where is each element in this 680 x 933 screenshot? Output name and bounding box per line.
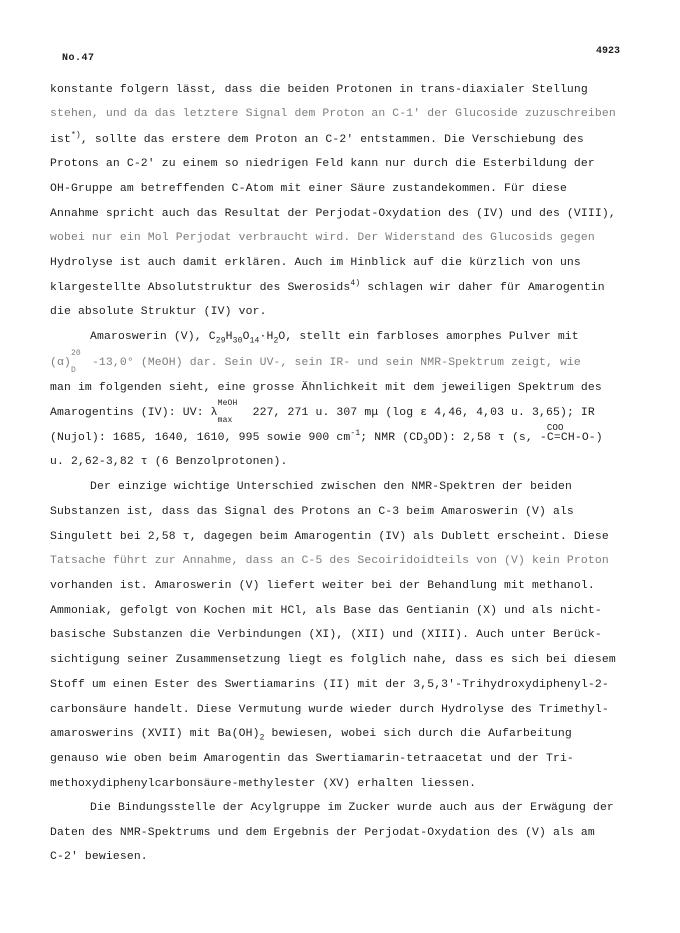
text-line: Substanzen ist, dass das Signal des Protons an C-3 beim Amaroswerin (V) als [50, 506, 574, 518]
lambda-subscript: MeOH max [217, 399, 238, 425]
text-line: amaroswerins (XVII) mit $Ba(OH)_2$ bewiesen, wobei sich durch die Aufarbeitung [50, 728, 572, 743]
text-line: vorhanden ist. Amaroswerin (V) liefert weiter bei der Behandlung mit methanol. [50, 580, 595, 592]
text-line: Daten des NMR-Spektrums und dem Ergebnis der Perjodat-Oxydation des (V) als am [50, 827, 595, 839]
text-line: carbonsäure handelt. Diese Vermutung wurde wieder durch Hydrolyse des Trimethyl- [50, 704, 609, 716]
text-line: methoxydiphenylcarbonsäure-methylester (XV) erhalten liessen. [50, 778, 477, 790]
text-line: Protons an C-2' zu einem so niedrigen Feld kann nur durch die Esterbildung der [50, 158, 595, 170]
text-line: Tatsache führt zur Annahme, dass an C-5 des Secoiridoidteils von (V) kein Proton [50, 555, 609, 567]
text-line: die absolute Struktur (IV) vor. [50, 306, 267, 318]
text-line: klargestellte Absolutstruktur des Swerosids$^{4)}$ schlagen wir daher für Amarogentin [50, 279, 605, 294]
text-line: Ammoniak, gefolgt von Kochen mit HCl, als Base das Gentianin (X) und als nicht- [50, 605, 602, 617]
footnote-marker: *) [70, 131, 81, 141]
text-line: basische Substanzen die Verbindungen (XI), (XII) und (XIII). Auch unter Berück- [50, 629, 602, 641]
rotation-superscript: 20 D [70, 349, 81, 375]
text-line: Stoff um einen Ester des Swertiamarins (II) mit der 3,5,3'-Trihydroxydiphenyl-2- [50, 679, 609, 691]
text-line: Annahme spricht auch das Resultat der Perjodat-Oxydation des (IV) und des (VIII), [50, 208, 616, 220]
text-line: (α) 20 D -13,0° (MeOH) dar. Sein UV-, sein IR- und sein NMR-Spektrum zeigt, wie [50, 349, 581, 375]
text-line: Singulett bei 2,58 τ, dagegen beim Amarogentin (IV) als Dublett erscheint. Diese [50, 531, 609, 543]
text-line: konstante folgern lässt, dass die beiden Protonen in trans-diaxialer Stellung [50, 84, 588, 96]
journal-number: No.47 [62, 53, 95, 64]
coo-label: COO C=CH-O-) [546, 423, 603, 444]
page-number: 4923 [596, 46, 621, 57]
text-line: Die Bindungsstelle der Acylgruppe im Zucker wurde auch aus der Erwägung der [90, 802, 614, 814]
text-line: (Nujol): 1685, 1640, 1610, 995 sowie 900 $cm^{-1}$; NMR $(CD_3OD)$: 2,58 τ (s, - COO C=CH-O-) [50, 423, 603, 447]
text-line: sichtigung seiner Zusammensetzung liegt es folglich nahe, dass es sich bei diesem [50, 654, 616, 666]
text-line: ist*), sollte das erstere dem Proton an C-2' entstammen. Die Verschiebung des [50, 131, 584, 146]
text-line: C-2' bewiesen. [50, 851, 148, 863]
text-line: man im folgenden sieht, eine grosse Ähnlichkeit mit dem jeweiligen Spektrum des [50, 382, 602, 394]
text-line: Hydrolyse ist auch damit erklären. Auch im Hinblick auf die kürzlich von uns [50, 257, 581, 269]
text-line: wobei nur ein Mol Perjodat verbraucht wird. Der Widerstand des Glucosids gegen [50, 232, 595, 244]
text-line: Amaroswerin (V), $C_{29}H_{30}O_{14}\cdot H_2O$, stellt ein farbloses amorphes Pulver mit [90, 331, 579, 346]
text-line: Der einzige wichtige Unterschied zwischen den NMR-Spektren der beiden [90, 481, 572, 493]
footnote-marker: 4) [350, 279, 361, 289]
text-line: OH-Gruppe am betreffenden C-Atom mit einer Säure zustandekommen. Für diese [50, 183, 567, 195]
text-line: u. 2,62-3,82 τ (6 Benzolprotonen). [50, 456, 288, 468]
text-line: Amarogentins (IV): UV: λ MeOH max 227, 271 u. 307 mμ (log ε 4,46, 4,03 u. 3,65); IR [50, 399, 595, 425]
text-line: genauso wie oben beim Amarogentin das Swertiamarin-tetraacetat und der Tri- [50, 753, 574, 765]
text-line: stehen, und da das letztere Signal dem Proton an C-1' der Glucoside zuzuschreiben [50, 108, 616, 120]
